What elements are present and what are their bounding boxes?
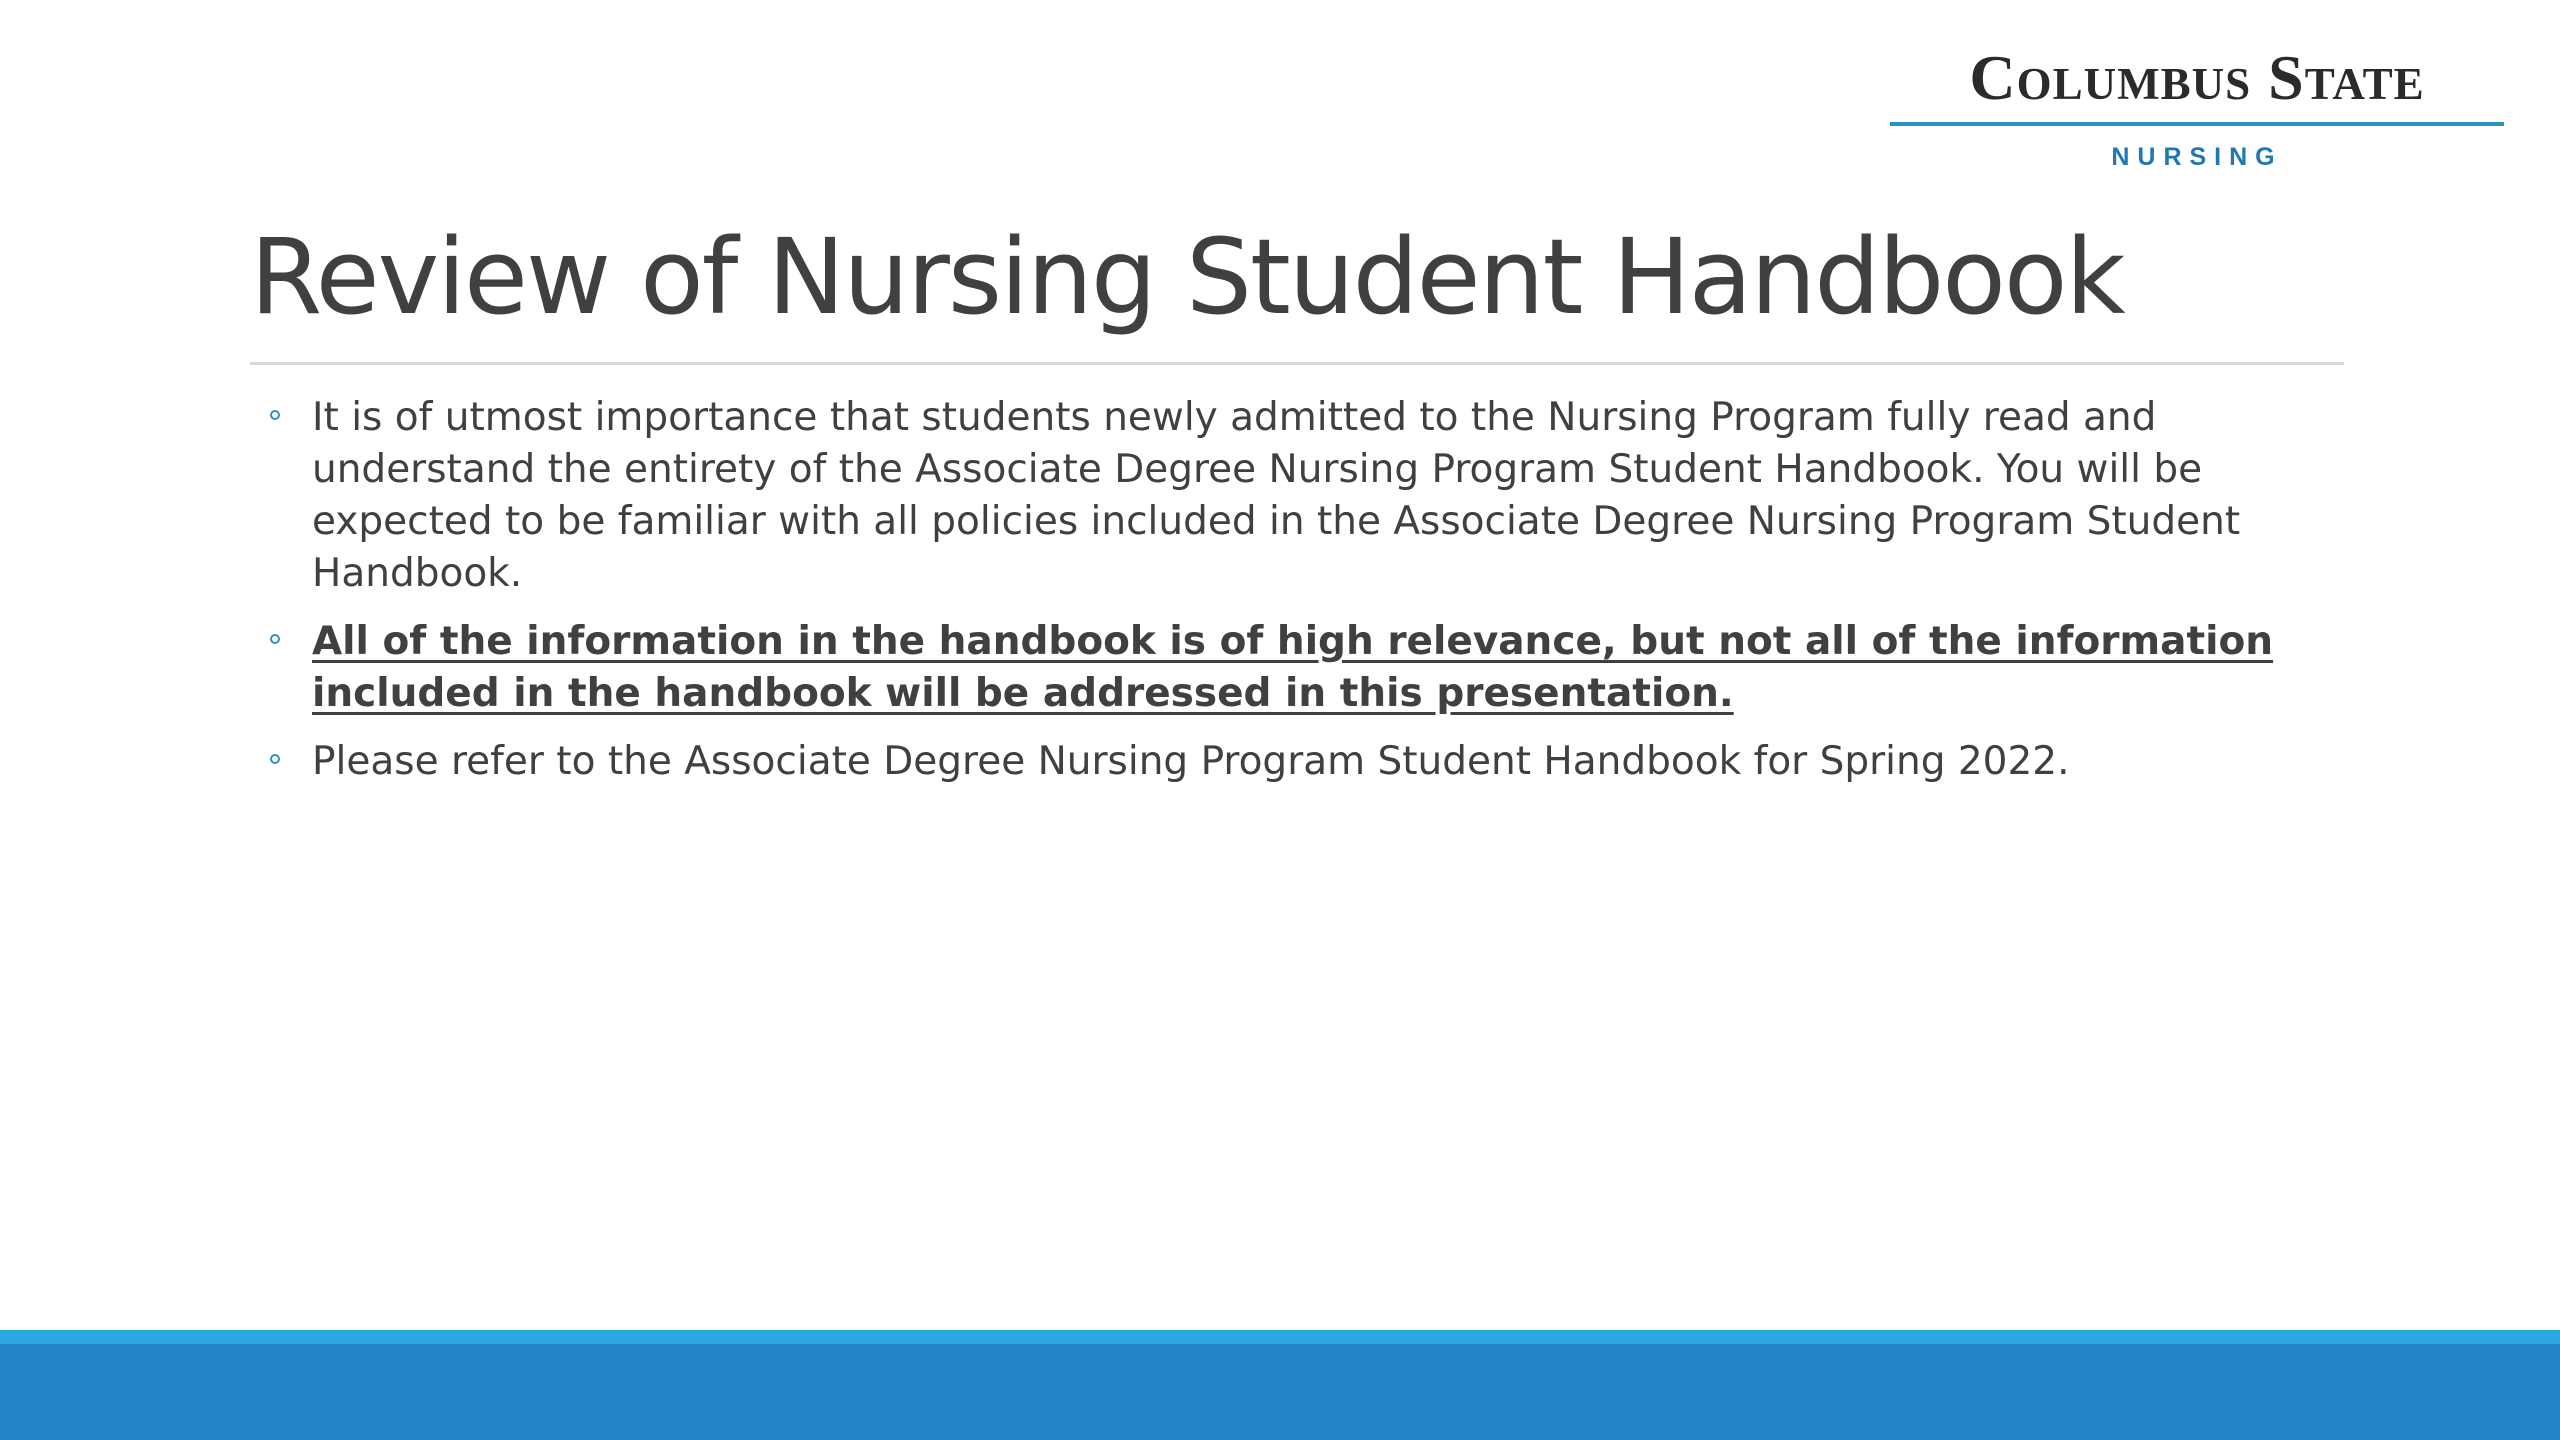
footer-bar	[0, 1344, 2560, 1440]
bullet-circle-icon	[270, 634, 280, 644]
slide-title: Review of Nursing Student Handbook	[250, 216, 2124, 338]
columbus-state-nursing-logo	[1890, 40, 2504, 172]
bullet-item-emphasized	[270, 616, 2340, 720]
bullet-item	[270, 392, 2340, 600]
bullet-item	[270, 736, 2340, 788]
bullet-circle-icon	[270, 754, 280, 764]
bullet-text: All of the information in the handbook is of high relevance, but not all of the information included in the handbook will be addressed in this presentation.	[312, 619, 2274, 716]
bullet-list	[270, 392, 2340, 804]
bullet-circle-icon	[270, 410, 280, 420]
logo-divider	[1890, 122, 2504, 126]
footer-accent-bar	[0, 1330, 2560, 1344]
bullet-text: Please refer to the Associate Degree Nursing Program Student Handbook for Spring 2022.	[312, 739, 2070, 784]
bullet-text: It is of utmost importance that students newly admitted to the Nursing Program fully read and understand the entirety of the Associate Degree Nursing Program Student Handbook. You will be expected to be familiar with all policies included in the Associate Degree Nursing Program Student Handbook.	[312, 395, 2241, 596]
logo-subtitle: NURSING	[2111, 143, 2283, 171]
logo-name: Columbus State	[1969, 42, 2425, 113]
title-divider	[250, 362, 2344, 365]
